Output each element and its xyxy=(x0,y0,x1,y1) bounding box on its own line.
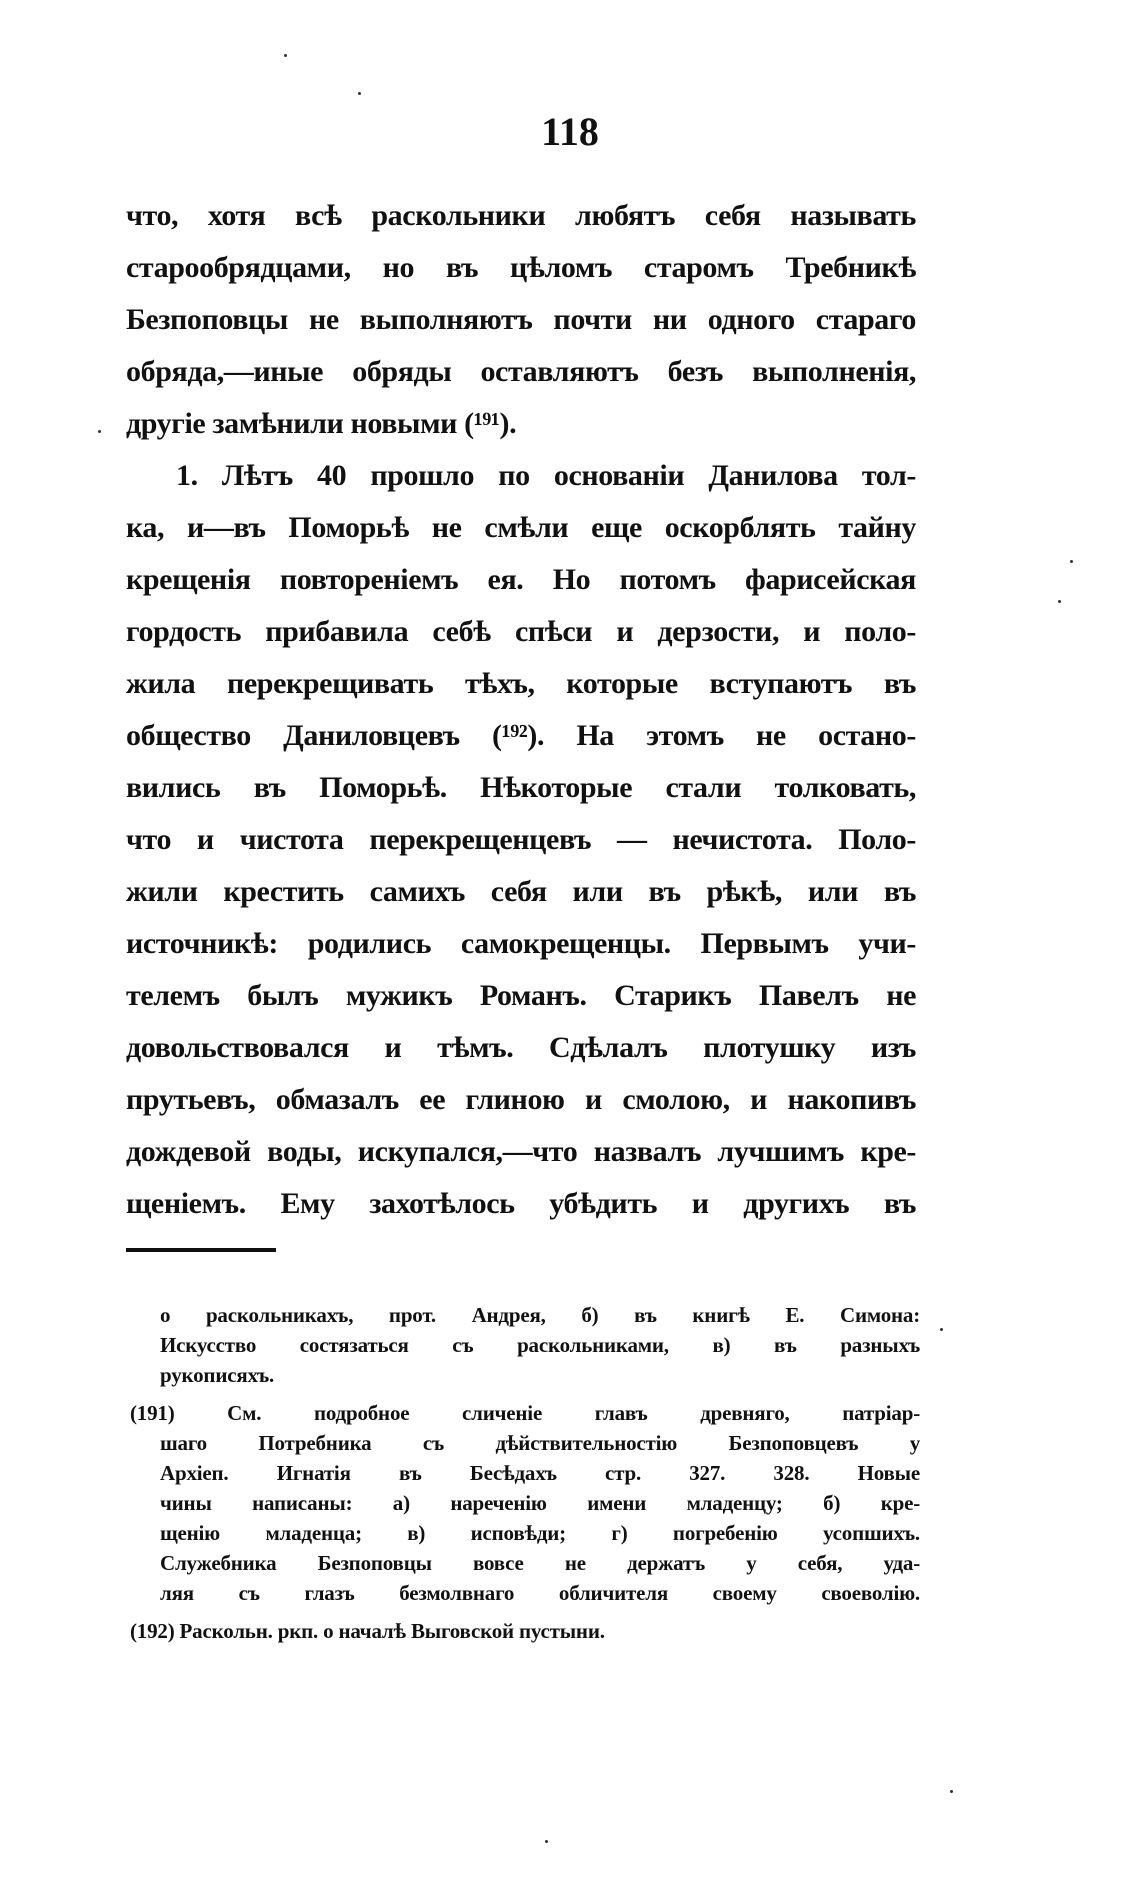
text-line: довольствовался и тѣмъ. Сдѣлалъ плотушку изъ xyxy=(126,1031,916,1064)
footnote-line: шаго Потребника съ дѣйствительностію Безпоповцевъ у xyxy=(160,1431,920,1455)
footnote-line: Служебника Безпоповцы вовсе не держатъ у себя, уда- xyxy=(160,1551,920,1575)
text-line: общество Даниловцевъ (¹⁹²). На этомъ не остано- xyxy=(126,719,916,752)
text-line: жила перекрещивать тѣхъ, которые вступаютъ въ xyxy=(126,667,916,700)
scan-speck xyxy=(545,1840,548,1843)
text-line: обряда,—иные обряды оставляютъ безъ выполненія, xyxy=(126,355,916,388)
scan-speck xyxy=(98,430,101,433)
text-line: гордость прибавила себѣ спѣси и дерзости, и поло- xyxy=(126,615,916,648)
footnote-line: (192) Раскольн. ркп. о началѣ Выговской пустыни. xyxy=(130,1619,605,1643)
text-line: дождевой воды, искупался,—что назвалъ лучшимъ кре- xyxy=(126,1135,916,1168)
scan-speck xyxy=(284,54,287,57)
text-line: 1. Лѣтъ 40 прошло по основаніи Данилова тол- xyxy=(176,459,916,492)
text-line: Безпоповцы не выполняютъ почти ни одного стараго xyxy=(126,303,916,336)
scan-speck xyxy=(358,92,361,95)
scan-speck xyxy=(940,1328,943,1331)
footnote-line: Архіеп. Игнатія въ Бесѣдахъ стр. 327. 328. Новые xyxy=(160,1461,920,1485)
text-line: что и чистота перекрещенцевъ — нечистота. Поло- xyxy=(126,823,916,856)
text-line: жили крестить самихъ себя или въ рѣкѣ, или въ xyxy=(126,875,916,908)
scan-speck xyxy=(950,1790,953,1793)
footnote-line: ляя съ глазъ безмолвнаго обличителя своему своеволію. xyxy=(160,1581,920,1605)
scan-speck xyxy=(1070,560,1073,563)
text-line: что, хотя всѣ раскольники любятъ себя называть xyxy=(126,199,916,232)
footnotes xyxy=(130,1300,920,1646)
text-line: вились въ Поморьѣ. Нѣкоторые стали толковать, xyxy=(126,771,916,804)
text-line: источникѣ: родились самокрещенцы. Первымъ учи- xyxy=(126,927,916,960)
footnote-line: чины написаны: а) нареченію имени младенцу; б) кре- xyxy=(160,1491,920,1515)
footnote-line: щенію младенца; в) исповѣди; г) погребенію усопшихъ. xyxy=(160,1521,920,1545)
scan-speck xyxy=(1058,600,1061,603)
text-line: ка, и—въ Поморьѣ не смѣли еще оскорблять тайну xyxy=(126,511,916,544)
footnote-line: (191) См. подробное сличеніе главъ древняго, патріар- xyxy=(130,1401,920,1425)
text-line: крещенія повтореніемъ ея. Но потомъ фарисейская xyxy=(126,563,916,596)
text-line: другіе замѣнили новыми (¹⁹¹). xyxy=(126,407,517,440)
footnote-separator xyxy=(126,1248,276,1252)
text-line: старообрядцами, но въ цѣломъ старомъ Требникѣ xyxy=(126,251,916,284)
footnote-line: Искусство состязаться съ раскольниками, в) въ разныхъ xyxy=(160,1333,920,1357)
main-text xyxy=(126,190,916,1230)
footnote-line: рукописяхъ. xyxy=(160,1363,275,1387)
text-line: щеніемъ. Ему захотѣлось убѣдить и другихъ въ xyxy=(126,1187,916,1220)
footnote-line: о раскольникахъ, прот. Андрея, б) въ книгѣ Е. Симона: xyxy=(160,1303,920,1327)
text-line: прутьевъ, обмазалъ ее глиною и смолою, и накопивъ xyxy=(126,1083,916,1116)
page-number: 118 xyxy=(541,109,599,154)
text-line: телемъ былъ мужикъ Романъ. Старикъ Павелъ не xyxy=(126,979,916,1012)
